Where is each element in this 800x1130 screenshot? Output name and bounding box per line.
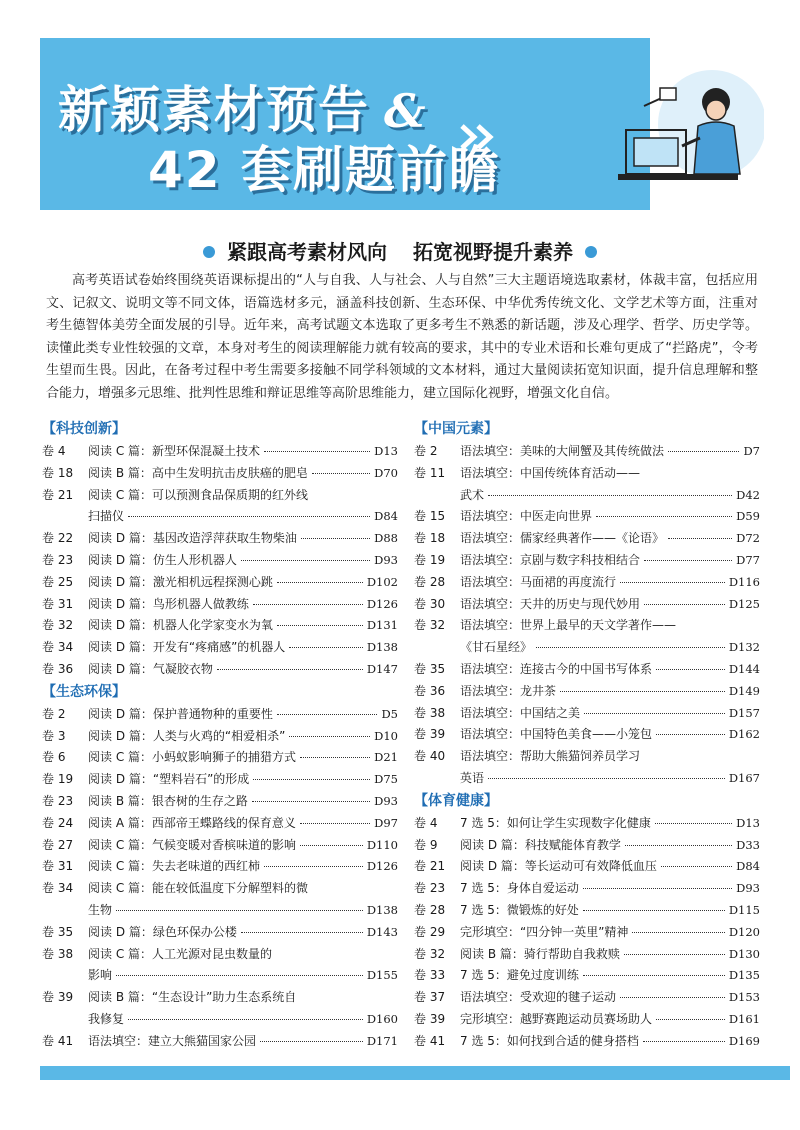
page-number: D116 <box>728 574 760 589</box>
leader-dots <box>668 538 732 539</box>
page-number: D153 <box>728 990 760 1005</box>
entry-title: 语法填空：受欢迎的毽子运动 <box>460 990 617 1005</box>
toc-entry <box>414 550 760 572</box>
volume-label: 卷 29 <box>414 924 446 939</box>
volume-label: 卷 30 <box>414 596 446 611</box>
volume-label: 卷 4 <box>42 444 66 458</box>
page-number: D7 <box>743 444 760 458</box>
toc-entry <box>414 528 760 550</box>
leader-dots <box>625 845 732 846</box>
double-chevron-icon <box>458 122 498 152</box>
entry-title: 7 选 5：如何让学生实现数字化健康 <box>460 815 651 830</box>
leader-dots <box>128 1019 363 1020</box>
entry-title: 阅读 C 篇：能在较低温度下分解塑料的微 <box>88 881 309 896</box>
page-number: D93 <box>736 881 760 896</box>
entry-title: 阅读 C 篇：气候变暖对香槟味道的影响 <box>88 837 297 852</box>
slogan-part-2: 拓宽视野提升素养 <box>413 240 573 264</box>
entry-title: 阅读 D 篇：仿生人形机器人 <box>88 552 237 567</box>
page-number: D162 <box>728 727 760 742</box>
entry-title: 阅读 D 篇：科技赋能体育教学 <box>460 837 621 852</box>
slogan <box>0 236 800 265</box>
volume-label: 卷 39 <box>414 1011 446 1026</box>
entry-title: 语法填空：中国结之美 <box>460 705 581 720</box>
entry-title: 阅读 B 篇：高中生发明抗击皮肤癌的肥皂 <box>88 465 308 480</box>
volume-label: 卷 38 <box>414 705 446 720</box>
page-number: D42 <box>736 487 760 502</box>
volume-label: 卷 19 <box>42 772 74 787</box>
section-title: 【生态环保】 <box>42 683 126 700</box>
entry-title: 阅读 D 篇：保护普通物种的重要性 <box>88 706 273 721</box>
leader-dots <box>241 560 370 561</box>
volume-label: 卷 32 <box>414 946 446 961</box>
volume-label: 卷 36 <box>42 661 74 676</box>
leader-dots <box>300 823 370 824</box>
bullet-dot-icon <box>585 246 597 258</box>
page-number: D77 <box>736 552 760 567</box>
entry-title: 阅读 D 篇：人类与火鸡的“相爱相杀” <box>88 728 286 743</box>
toc-entry <box>42 922 398 944</box>
toc-entry <box>42 463 398 485</box>
leader-dots <box>644 560 732 561</box>
toc-entry <box>414 659 760 681</box>
page-number: D135 <box>728 968 760 983</box>
entry-title: 完形填空：越野赛跑运动员赛场助人 <box>460 1011 653 1026</box>
volume-label: 卷 41 <box>42 1033 74 1048</box>
entry-title: 语法填空：中国特色美食——小笼包 <box>460 727 653 742</box>
leader-dots <box>277 714 378 715</box>
entry-title: 阅读 C 篇：新型环保混凝土技术 <box>88 444 261 458</box>
section-title: 【体育健康】 <box>414 792 498 809</box>
toc-entry <box>42 594 398 616</box>
volume-label: 卷 18 <box>42 465 74 480</box>
toc-entry <box>42 987 398 1031</box>
entry-title-continued: 生物 <box>88 902 113 917</box>
leader-dots <box>264 866 363 867</box>
entry-title: 语法填空：马面裙的再度流行 <box>460 574 617 589</box>
toc-entry <box>414 835 760 857</box>
entry-title-continued: 扫描仪 <box>88 509 125 524</box>
page-number: D160 <box>366 1011 398 1026</box>
entry-title: 7 选 5：避免过度训练 <box>460 968 579 983</box>
entry-title: 语法填空：京剧与数字科技相结合 <box>460 552 641 567</box>
entry-title: 阅读 B 篇：银杏树的生存之路 <box>88 793 248 808</box>
leader-dots <box>632 932 724 933</box>
toc-entry <box>414 856 760 878</box>
page-number: D93 <box>374 793 398 808</box>
title-line-2: 42 套刷题前瞻 <box>148 141 501 199</box>
toc-entry <box>414 441 760 463</box>
volume-label: 卷 6 <box>42 750 66 765</box>
toc-entry <box>414 900 760 922</box>
volume-label: 卷 32 <box>42 618 74 633</box>
entry-title: 阅读 C 篇：小蚂蚁影响狮子的捕猎方式 <box>88 750 297 765</box>
volume-label: 卷 2 <box>414 444 438 458</box>
page-number: D144 <box>728 661 760 676</box>
volume-label: 卷 36 <box>414 683 446 698</box>
volume-label: 卷 22 <box>42 531 74 546</box>
leader-dots <box>217 669 363 670</box>
volume-label: 卷 31 <box>42 859 74 874</box>
volume-label: 卷 18 <box>414 531 446 546</box>
volume-label: 卷 9 <box>414 837 438 852</box>
volume-label: 卷 35 <box>42 924 74 939</box>
leader-dots <box>536 647 725 648</box>
toc-entry <box>414 878 760 900</box>
page-number: D149 <box>728 683 760 698</box>
toc-entry <box>414 813 760 835</box>
page-number: D131 <box>366 618 398 633</box>
toc-entry <box>42 572 398 594</box>
page-number: D126 <box>366 859 398 874</box>
leader-dots <box>655 823 732 824</box>
leader-dots <box>301 538 370 539</box>
volume-label: 卷 38 <box>42 946 74 961</box>
page-number: D70 <box>374 465 398 480</box>
page-number: D143 <box>366 924 398 939</box>
volume-label: 卷 23 <box>414 881 446 896</box>
leader-dots <box>300 845 363 846</box>
volume-label: 卷 19 <box>414 552 446 567</box>
toc-entry <box>414 615 760 659</box>
leader-dots <box>560 691 725 692</box>
entry-title: 阅读 D 篇：等长运动可有效降低血压 <box>460 859 657 874</box>
leader-dots <box>253 779 370 780</box>
leader-dots <box>241 932 363 933</box>
toc-entry <box>414 922 760 944</box>
entry-title: 语法填空：连接古今的中国书写体系 <box>460 661 653 676</box>
entry-title: 阅读 B 篇：骑行帮助自我救赎 <box>460 946 620 961</box>
toc-entry <box>414 463 760 507</box>
page-number: D155 <box>366 968 398 983</box>
toc-entry <box>42 637 398 659</box>
toc-entry <box>414 594 760 616</box>
entry-title: 阅读 C 篇：人工光源对昆虫数量的 <box>88 946 273 961</box>
toc-column-left <box>42 418 398 1053</box>
leader-dots <box>624 954 725 955</box>
leader-dots <box>260 1041 363 1042</box>
leader-dots <box>583 888 732 889</box>
toc-entry <box>414 506 760 528</box>
entry-title: 完形填空：“四分钟一英里”精神 <box>460 924 629 939</box>
volume-label: 卷 23 <box>42 793 74 808</box>
section-title: 【科技创新】 <box>42 421 126 437</box>
volume-label: 卷 31 <box>42 596 74 611</box>
section-title: 【中国元素】 <box>414 421 498 437</box>
entry-title: 阅读 D 篇：开发有“疼痛感”的机器人 <box>88 640 286 655</box>
bullet-dot-icon <box>203 246 215 258</box>
toc-entry <box>42 791 398 813</box>
entry-title: 阅读 D 篇：机器人化学家变水为氧 <box>88 618 273 633</box>
toc-entry <box>42 856 398 878</box>
volume-label: 卷 28 <box>414 902 446 917</box>
volume-label: 卷 23 <box>42 552 74 567</box>
entry-title: 语法填空：儒家经典著作——《论语》 <box>460 531 665 546</box>
page-number: D13 <box>374 444 398 458</box>
entry-title: 阅读 C 篇：可以预测食品保质期的红外线 <box>88 487 309 502</box>
page-number: D13 <box>736 815 760 830</box>
toc-entry <box>42 1031 398 1053</box>
student-illustration-icon <box>604 66 764 198</box>
leader-dots <box>643 1041 725 1042</box>
entry-title: 语法填空：美味的大闸蟹及其传统做法 <box>460 444 665 458</box>
leader-dots <box>661 866 732 867</box>
entry-title-continued: 英语 <box>460 770 485 785</box>
page-number: D132 <box>728 640 760 655</box>
page-number: D33 <box>736 837 760 852</box>
entry-title: 语法填空：建立大熊猫国家公园 <box>88 1033 257 1048</box>
leader-dots <box>488 778 725 779</box>
volume-label: 卷 40 <box>414 749 446 764</box>
entry-title: 阅读 D 篇：气凝胶衣物 <box>88 661 213 676</box>
entry-title: 语法填空：中国传统体育活动—— <box>460 465 641 480</box>
volume-label: 卷 25 <box>42 574 74 589</box>
toc-entry <box>42 747 398 769</box>
leader-dots <box>488 495 732 496</box>
entry-title: 语法填空：中医走向世界 <box>460 509 593 524</box>
volume-label: 卷 4 <box>414 815 438 830</box>
page-number: D84 <box>736 859 760 874</box>
title-text-1: 新颖素材预告 <box>58 81 370 139</box>
volume-label: 卷 3 <box>42 728 66 743</box>
entry-title: 语法填空：世界上最早的天文学著作—— <box>460 618 677 633</box>
toc-entry <box>42 615 398 637</box>
toc-entry <box>42 878 398 922</box>
page-number: D72 <box>736 531 760 546</box>
leader-dots <box>116 975 363 976</box>
volume-label: 卷 21 <box>42 487 74 502</box>
leader-dots <box>620 582 725 583</box>
entry-title: 语法填空：龙井茶 <box>460 683 557 698</box>
volume-label: 卷 35 <box>414 661 446 676</box>
page-number: D138 <box>366 640 398 655</box>
page-number: D5 <box>381 706 398 721</box>
entry-title: 阅读 A 篇：西部帝王蝶路线的保育意义 <box>88 815 296 830</box>
volume-label: 卷 32 <box>414 618 446 633</box>
page-number: D102 <box>366 574 398 589</box>
leader-dots <box>289 647 363 648</box>
entry-title: 7 选 5：如何找到合适的健身搭档 <box>460 1033 639 1048</box>
page-number: D75 <box>374 772 398 787</box>
page-number: D161 <box>728 1011 760 1026</box>
leader-dots <box>277 582 363 583</box>
toc-entry <box>414 987 760 1009</box>
entry-title: 语法填空：天井的历史与现代妙用 <box>460 596 641 611</box>
entry-title: 阅读 C 篇：失去老味道的西红柿 <box>88 859 261 874</box>
volume-label: 卷 34 <box>42 640 74 655</box>
volume-label: 卷 39 <box>414 727 446 742</box>
entry-title-continued: 《甘石星经》 <box>460 640 533 655</box>
leader-dots <box>644 604 725 605</box>
volume-label: 卷 21 <box>414 859 446 874</box>
toc-entry <box>414 1009 760 1031</box>
entry-title: 阅读 B 篇：“生态设计”助力生态系统自 <box>88 990 297 1005</box>
leader-dots <box>128 516 370 517</box>
page-number: D169 <box>728 1033 760 1048</box>
toc-entry <box>42 441 398 463</box>
page-number: D138 <box>366 902 398 917</box>
page-number: D126 <box>366 596 398 611</box>
page-number: D147 <box>366 661 398 676</box>
page-number: D93 <box>374 552 398 567</box>
volume-label: 卷 27 <box>42 837 74 852</box>
entry-title: 语法填空：帮助大熊猫饲养员学习 <box>460 749 641 764</box>
toc-entry <box>42 550 398 572</box>
leader-dots <box>656 669 725 670</box>
page-number: D21 <box>374 750 398 765</box>
volume-label: 卷 28 <box>414 574 446 589</box>
volume-label: 卷 11 <box>414 465 446 480</box>
leader-dots <box>116 910 363 911</box>
page-number: D120 <box>728 924 760 939</box>
toc-entry <box>414 1031 760 1053</box>
page-number: D10 <box>374 728 398 743</box>
toc-entry <box>414 572 760 594</box>
toc-entry <box>42 835 398 857</box>
toc-entry <box>414 746 760 790</box>
toc-entry <box>414 944 760 966</box>
volume-label: 卷 37 <box>414 990 446 1005</box>
entry-title: 阅读 D 篇：绿色环保办公楼 <box>88 924 237 939</box>
page-number: D110 <box>366 837 398 852</box>
toc-entry <box>42 528 398 550</box>
leader-dots <box>253 604 363 605</box>
ampersand: & <box>384 84 428 138</box>
entry-title: 7 选 5：身体自爱运动 <box>460 881 579 896</box>
leader-dots <box>312 473 370 474</box>
entry-title: 阅读 D 篇：“塑料岩石”的形成 <box>88 772 250 787</box>
entry-title-continued: 影响 <box>88 968 113 983</box>
volume-label: 卷 33 <box>414 968 446 983</box>
volume-label: 卷 41 <box>414 1033 446 1048</box>
entry-title-continued: 我修复 <box>88 1011 125 1026</box>
leader-dots <box>583 910 725 911</box>
toc-entry <box>414 703 760 725</box>
volume-label: 卷 34 <box>42 881 74 896</box>
volume-label: 卷 39 <box>42 990 74 1005</box>
page-number: D125 <box>728 596 760 611</box>
toc-entry <box>42 659 398 681</box>
toc-entry <box>414 681 760 703</box>
leader-dots <box>656 734 725 735</box>
page-number: D157 <box>728 705 760 720</box>
toc-entry <box>414 724 760 746</box>
toc-entry <box>42 726 398 748</box>
toc-column-right <box>414 418 760 1053</box>
page-number: D84 <box>374 509 398 524</box>
page-number: D97 <box>374 815 398 830</box>
toc-entry <box>42 944 398 988</box>
leader-dots <box>277 625 363 626</box>
toc-entry <box>414 965 760 987</box>
leader-dots <box>656 1019 725 1020</box>
volume-label: 卷 2 <box>42 706 66 721</box>
page-number: D130 <box>728 946 760 961</box>
leader-dots <box>300 757 370 758</box>
page-number: D115 <box>728 902 760 917</box>
page-number: D167 <box>728 770 760 785</box>
toc-entry <box>42 813 398 835</box>
entry-title: 阅读 D 篇：激光相机远程探测心跳 <box>88 574 273 589</box>
toc-entry <box>42 704 398 726</box>
leader-dots <box>620 997 725 998</box>
leader-dots <box>264 451 370 452</box>
entry-title-continued: 武术 <box>460 487 485 502</box>
leader-dots <box>583 975 725 976</box>
entry-title: 阅读 D 篇：基因改造浮萍获取生物柴油 <box>88 531 297 546</box>
toc-entry <box>42 769 398 791</box>
footer-band <box>40 1066 790 1080</box>
slogan-part-1: 紧跟高考素材风向 <box>227 240 387 264</box>
leader-dots <box>584 713 725 714</box>
page-number: D171 <box>366 1033 398 1048</box>
page-number: D88 <box>374 531 398 546</box>
entry-title: 7 选 5：微锻炼的好处 <box>460 902 579 917</box>
volume-label: 卷 24 <box>42 815 74 830</box>
leader-dots <box>252 801 370 802</box>
leader-dots <box>289 736 370 737</box>
intro-paragraph: 高考英语试卷始终围绕英语课标提出的“人与自我、人与社会、人与自然”三大主题语境选取素材，体裁丰富，包括应用文、记叙文、说明文等不同文体，语篇选材多元，涵盖科技创新、生态环保、中华优秀传统文化、文学艺术等方面，注重对考生德智体美劳全面发展的引导。近年来，高考试题文本选取了更多考生不熟悉的新话题，涉及心理学、哲学、历史学等。读懂此类专业性较强的文章，本身对考生的阅读理解能力就有较高的要求，其中的专业术语和长难句更成了“拦路虎”，令考生望而生畏。因此，在备考过程中考生需要多接触不同学科领域的文本材料，通过大量阅读拓宽知识面，提升信息理解和整合能力，增强多元思维、批判性思维和辩证思维等高阶思维能力，建立国际化视野，增强文化自信。 <box>46 273 758 401</box>
leader-dots <box>596 516 732 517</box>
entry-title: 阅读 D 篇：鸟形机器人做教练 <box>88 596 249 611</box>
page-number: D59 <box>736 509 760 524</box>
leader-dots <box>668 451 739 452</box>
toc-entry <box>42 485 398 529</box>
volume-label: 卷 15 <box>414 509 446 524</box>
